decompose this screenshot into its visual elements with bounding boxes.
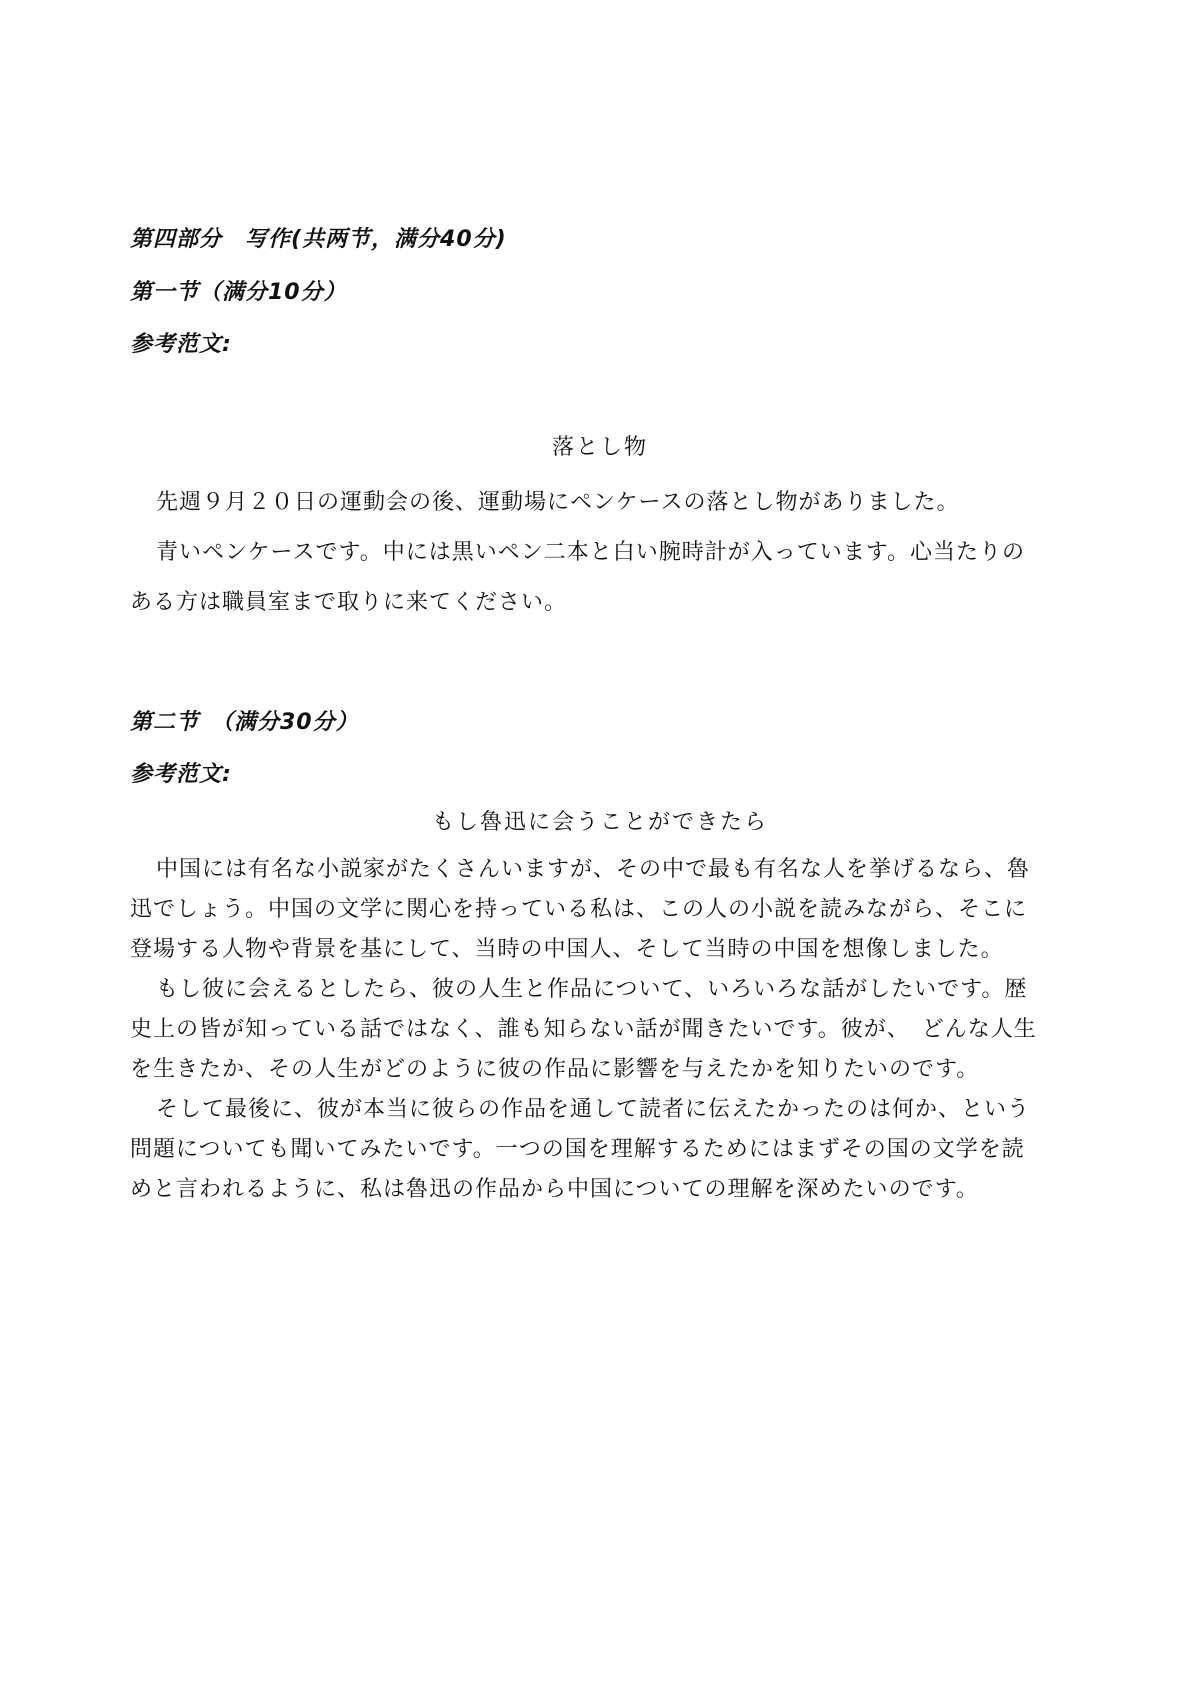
paragraph-line: 青いペンケースです。中には黒いペン二本と白い腕時計が入っています。心当たりの xyxy=(156,540,1025,565)
section2-title: もし魯迅に会うことができたら xyxy=(431,810,768,835)
paragraph-line: 登場する人物や背景を基にして、当時の中国人、そして当時の中国を想像しました。 xyxy=(130,937,1004,962)
paragraph-line: 先週９月２０日の運動会の後、運動場にペンケースの落とし物がありました。 xyxy=(156,490,960,515)
section2-label: 参考范文: xyxy=(130,762,232,787)
paragraph-line: を生きたか、その人生がどのように彼の作品に影響を与えたかを知りたいのです。 xyxy=(130,1057,980,1082)
section1-heading: 第一节（满分10分） xyxy=(130,280,347,305)
paragraph-line: めと言われるように、私は魯迅の作品から中国についての理解を深めたいのです。 xyxy=(130,1177,979,1202)
paragraph-line: 史上の皆が知っている話ではなく、誰も知らない話が聞きたいです。彼が、 どんな人生 xyxy=(130,1017,1037,1042)
paragraph-line: そして最後に、彼が本当に彼らの作品を通して読者に伝えたかったのは何か、という xyxy=(156,1097,1031,1122)
paragraph-line: もし彼に会えるとしたら、彼の人生と作品について、いろいろな話がしたいです。歴 xyxy=(156,977,1028,1002)
paragraph-line: 迅でしょう。中国の文学に関心を持っている私は、この人の小説を読みながら、そこに xyxy=(130,897,1028,922)
section2-heading: 第二节 （满分30分） xyxy=(130,710,359,735)
section1-body xyxy=(130,478,1060,628)
paragraph-line: 問題についても聞いてみたいです。一つの国を理解するためにはまずその国の文学を読 xyxy=(130,1137,1025,1162)
section1-title: 落とし物 xyxy=(551,435,648,460)
part-heading: 第四部分 写作(共两节，满分40分) xyxy=(130,227,507,252)
paragraph-line: 中国には有名な小説家がたくさんいますが、その中で最も有名な人を挙げるなら、魯 xyxy=(156,857,1031,882)
paragraph-line: ある方は職員室まで取りに来てください。 xyxy=(130,590,568,615)
section2-body xyxy=(130,850,1060,1210)
section1-label: 参考范文: xyxy=(130,332,232,357)
